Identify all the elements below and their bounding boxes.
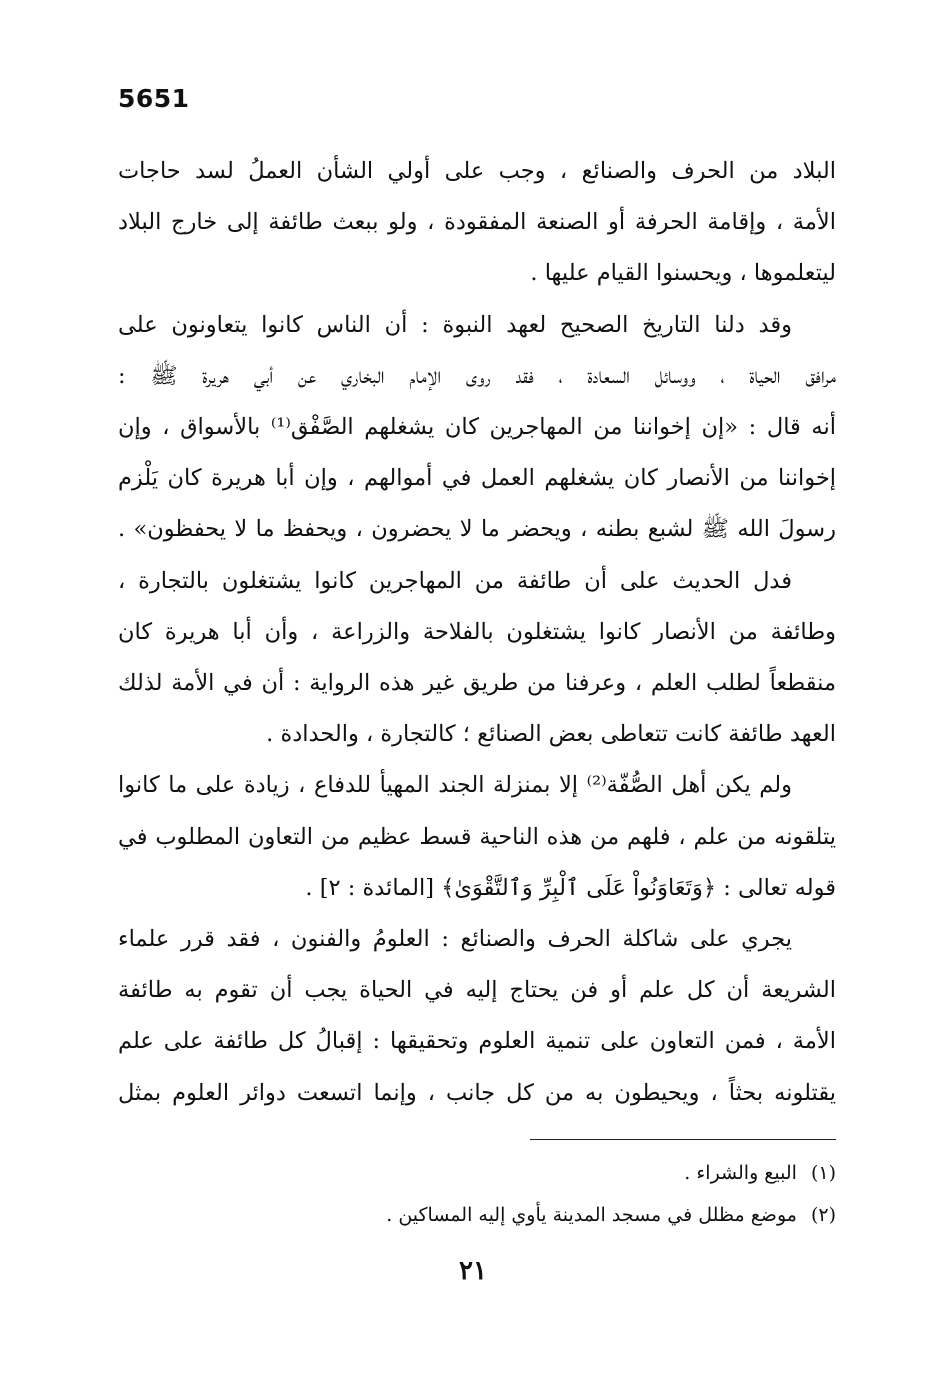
text-line: يجري على شاكلة الحرف والصنائع : العلومُ والفنون ، فقد قرر علماء: [118, 926, 792, 953]
paragraph-4: [118, 760, 836, 914]
text-line: منقطعاً لطلب العلم ، وعرفنا من طريق غير هذه الرواية : أن في الأمة لذلك: [118, 670, 836, 697]
text-line: وقد دلنا التاريخ الصحيح لعهد النبوة : أن الناس كانوا يتعاونون على: [118, 311, 792, 338]
text-line: ليتعلموها ، ويحسنوا القيام عليها .: [530, 260, 836, 287]
paragraph-3: [118, 556, 836, 761]
page-id: 5651: [118, 84, 190, 113]
text-line: يقتلونه بحثاً ، ويحيطون به من كل جانب ، وإنما اتسعت دوائر العلوم بمثل: [118, 1079, 836, 1106]
paragraph-1: [118, 146, 836, 300]
paragraph-2: [118, 300, 836, 556]
text-line: الأمة ، فمن التعاون على تنمية العلوم وتحقيقها : إقبالُ كل طائفة على علم: [118, 1028, 836, 1055]
text-line: فدل الحديث على أن طائفة من المهاجرين كانوا يشتغلون بالتجارة ،: [118, 567, 792, 594]
quran-verse-line: قوله تعالى : ﴿وَتَعَاوَنُواْ عَلَى ٱلْبِرِّ وَٱلتَّقْوَىٰ﴾ [المائدة : ٢] .: [305, 874, 836, 901]
text-line: مرافق الحياة ، ووسائل السعادة ، فقد روى الإمام البخاري عن أبي هريرة ﷺ :: [118, 362, 836, 389]
text-line: الأمة ، وإقامة الحرفة أو الصنعة المفقودة ، ولو ببعث طائفة إلى خارج البلاد: [118, 209, 836, 236]
text-line: وطائفة من الأنصار كانوا يشتغلون بالفلاحة والزراعة ، وأن أبا هريرة كان: [118, 618, 836, 645]
footnote-number: (٢): [810, 1204, 836, 1226]
text-line: العهد طائفة كانت تتعاطى بعض الصنائع ؛ كالتجارة ، والحدادة .: [266, 721, 836, 748]
text-line: البلاد من الحرف والصنائع ، وجب على أولي الشأن العملُ لسد حاجات: [118, 158, 836, 184]
text-line: أنه قال : «إن إخواننا من المهاجرين كان يشغلهم الصَّفْق⁽¹⁾ بالأسواق ، وإن: [118, 414, 836, 441]
footnote-text: موضع مظلل في مسجد المدينة يأوي إليه المساكين .: [386, 1204, 797, 1226]
text-line: يتلقونه من علم ، فلهم من هذه الناحية قسط عظيم من التعاون المطلوب في: [118, 823, 836, 850]
footnote-number: (١): [810, 1162, 836, 1184]
footnote-1: [118, 1152, 836, 1194]
page-number: ٢١: [459, 1256, 487, 1286]
text-line: الشريعة أن كل علم أو فن يحتاج إليه في الحياة يجب أن تقوم به طائفة: [118, 977, 836, 1004]
paragraph-5: [118, 914, 836, 1119]
footnotes: [118, 1152, 836, 1236]
footnote-2: [118, 1194, 836, 1236]
body-text: [118, 146, 836, 1119]
text-line: رسولَ الله ﷺ لشبع بطنه ، ويحضر ما لا يحضرون ، ويحفظ ما لا يحفظون» .: [118, 516, 836, 543]
footnote-text: البيع والشراء .: [684, 1162, 797, 1184]
text-line: إخواننا من الأنصار كان يشغلهم العمل في أموالهم ، وإن أبا هريرة كان يَلْزم: [118, 465, 836, 492]
text-line: ولم يكن أهل الصُّفّة⁽²⁾ إلا بمنزلة الجند المهيأ للدفاع ، زيادة على ما كانوا: [118, 772, 793, 799]
footnote-divider: [530, 1139, 836, 1140]
